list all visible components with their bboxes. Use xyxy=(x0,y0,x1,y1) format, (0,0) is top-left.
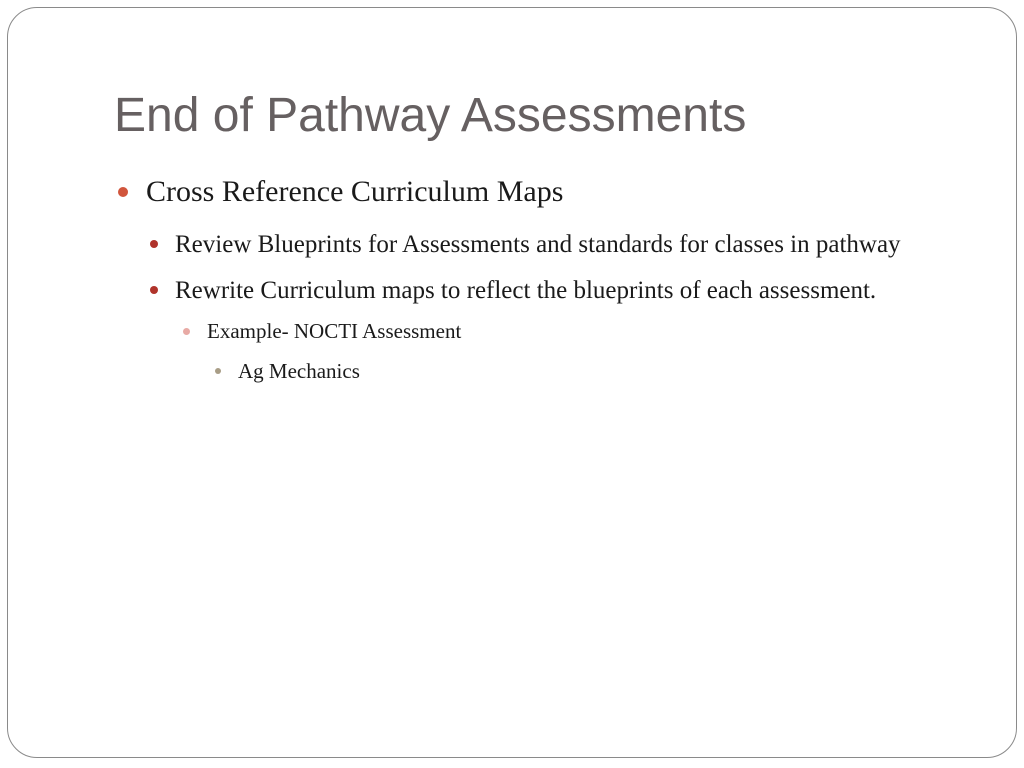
bullet-dot-icon xyxy=(215,368,221,374)
bullet-text: Example- NOCTI Assessment xyxy=(207,319,462,343)
bullet-item-level4 xyxy=(114,356,954,386)
slide-title: End of Pathway Assessments xyxy=(114,89,747,142)
bullet-dot-icon xyxy=(150,240,158,248)
bullet-text: Cross Reference Curriculum Maps xyxy=(146,175,564,208)
bullet-dot-icon xyxy=(183,328,190,335)
slide-frame xyxy=(7,7,1017,758)
bullet-item-level1 xyxy=(114,174,954,210)
bullet-text: Review Blueprints for Assessments and standards for classes in pathway xyxy=(175,231,901,258)
bullet-item-level2 xyxy=(114,270,954,311)
bullet-list xyxy=(114,174,954,386)
bullet-text: Ag Mechanics xyxy=(238,359,360,383)
bullet-text: Rewrite Curriculum maps to reflect the blueprints of each assessment. xyxy=(175,277,877,304)
bullet-dot-icon xyxy=(118,187,128,197)
bullet-dot-icon xyxy=(150,286,158,294)
bullet-item-level2 xyxy=(114,224,954,265)
bullet-item-level3 xyxy=(114,316,954,346)
